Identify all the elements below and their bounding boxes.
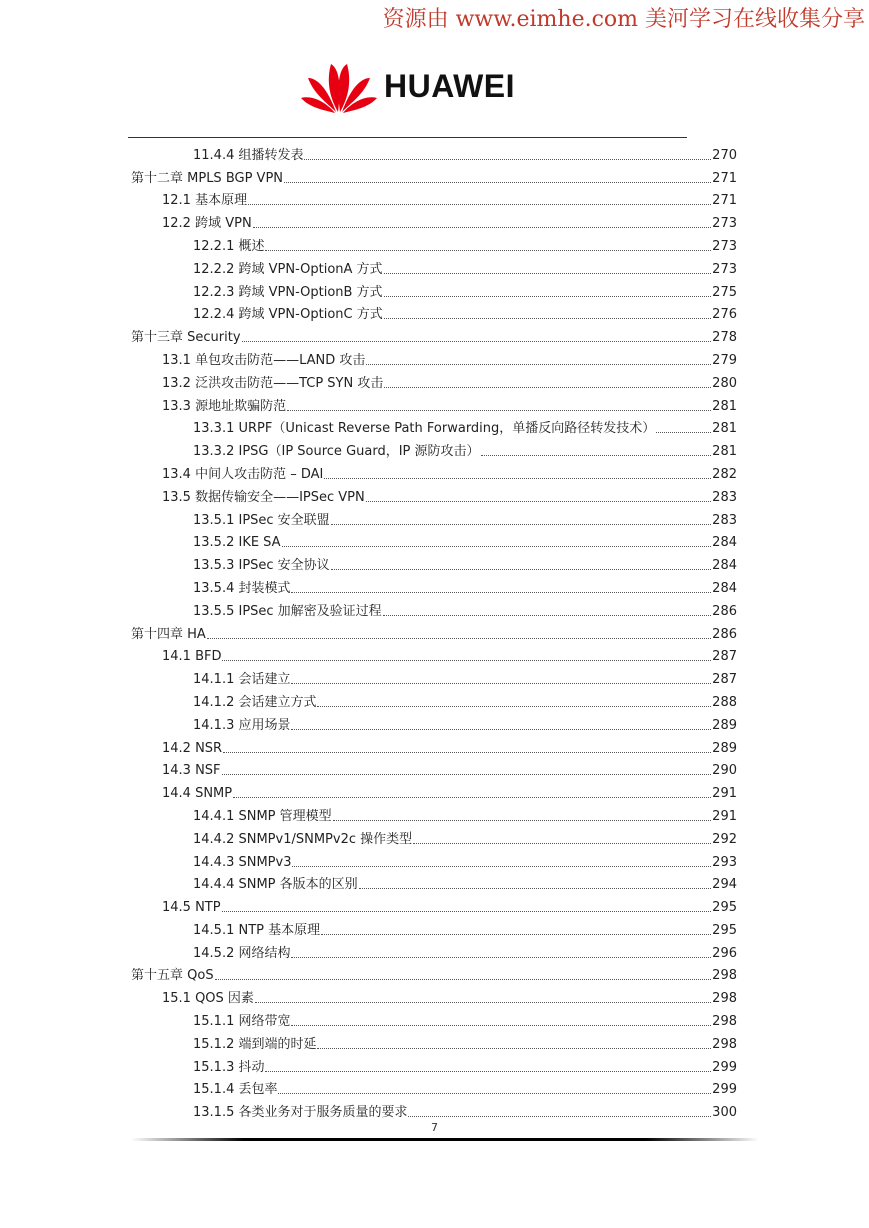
toc-entry[interactable] [131, 483, 737, 506]
toc-entry-title: 12.2.3 跨域 VPN-OptionB 方式 [193, 284, 383, 300]
dot-leader [253, 227, 712, 228]
toc-entry-title: 13.5.2 IKE SA [193, 535, 281, 551]
toc-entry[interactable] [131, 711, 737, 734]
toc-entry-title: 14.4.1 SNMP 管理模型 [193, 808, 332, 824]
toc-entry-page: 298 [712, 1036, 737, 1052]
dot-leader [321, 934, 711, 935]
table-of-contents [131, 141, 737, 1121]
dot-leader [291, 592, 711, 593]
toc-entry-title: 第十三章 Security [131, 330, 241, 346]
toc-entry-page: 300 [712, 1105, 737, 1121]
toc-entry-page: 298 [712, 1014, 737, 1030]
toc-entry-title: 12.1 基本原理 [162, 193, 248, 209]
toc-entry-title: 第十二章 MPLS BGP VPN [131, 170, 284, 186]
toc-entry-page: 295 [712, 900, 737, 916]
toc-entry-page: 273 [712, 261, 737, 277]
dot-leader [291, 729, 711, 730]
toc-entry[interactable] [131, 164, 737, 187]
toc-entry[interactable] [131, 392, 737, 415]
toc-entry-title: 15.1.3 抖动 [193, 1059, 265, 1075]
toc-entry[interactable] [131, 757, 737, 780]
toc-entry-page: 278 [712, 330, 737, 346]
toc-entry-page: 296 [712, 945, 737, 961]
toc-entry-title: 13.3 源地址欺骗防范 [162, 398, 287, 414]
toc-entry-page: 299 [712, 1082, 737, 1098]
toc-entry[interactable] [131, 688, 737, 711]
dot-leader [284, 182, 711, 183]
toc-entry-page: 275 [712, 284, 737, 300]
dot-leader [384, 296, 712, 297]
toc-entry-title: 12.2 跨域 VPN [162, 216, 252, 232]
header-rule [128, 137, 687, 138]
toc-entry-title: 13.3.1 URPF（Unicast Reverse Path Forwarding，单播反向路径转发技术） [193, 421, 656, 437]
toc-entry-title: 15.1 QOS 因素 [162, 991, 254, 1007]
dot-leader [242, 341, 712, 342]
toc-entry-page: 287 [712, 649, 737, 665]
toc-entry-page: 279 [712, 352, 737, 368]
toc-entry-title: 14.1 BFD [162, 649, 222, 665]
toc-entry-title: 14.1.3 应用场景 [193, 717, 291, 733]
dot-leader [255, 1002, 711, 1003]
toc-entry-page: 291 [712, 808, 737, 824]
toc-entry-title: 第十五章 QoS [131, 968, 214, 984]
toc-entry-title: 14.4 SNMP [162, 786, 233, 802]
toc-entry[interactable] [131, 620, 737, 643]
toc-entry-title: 13.5.1 IPSec 安全联盟 [193, 512, 330, 528]
dot-leader [291, 1025, 711, 1026]
toc-entry-title: 14.4.2 SNMPv1/SNMPv2c 操作类型 [193, 831, 413, 847]
dot-leader [324, 478, 711, 479]
toc-entry[interactable] [131, 779, 737, 802]
toc-entry-page: 298 [712, 968, 737, 984]
toc-entry[interactable] [131, 848, 737, 871]
dot-leader [383, 615, 711, 616]
toc-entry-title: 14.2 NSR [162, 740, 223, 756]
dot-leader [265, 250, 711, 251]
toc-entry-page: 271 [712, 193, 737, 209]
toc-entry-page: 289 [712, 740, 737, 756]
toc-entry[interactable] [131, 597, 737, 620]
huawei-petals-icon [300, 58, 378, 114]
toc-entry[interactable] [131, 825, 737, 848]
dot-leader [317, 706, 711, 707]
toc-entry-title: 14.3 NSF [162, 763, 221, 779]
toc-entry[interactable] [131, 574, 737, 597]
toc-entry[interactable] [131, 1030, 737, 1053]
toc-entry-title: 13.5 数据传输安全——IPSec VPN [162, 489, 365, 505]
dot-leader [291, 957, 711, 958]
toc-entry-page: 273 [712, 216, 737, 232]
toc-entry-page: 283 [712, 512, 737, 528]
toc-entry-page: 289 [712, 717, 737, 733]
toc-entry-page: 291 [712, 786, 737, 802]
toc-entry[interactable] [131, 460, 737, 483]
dot-leader [278, 1093, 711, 1094]
dot-leader [317, 1048, 711, 1049]
toc-entry-title: 14.5.2 网络结构 [193, 945, 291, 961]
toc-entry-title: 14.4.4 SNMP 各版本的区别 [193, 877, 358, 893]
toc-entry[interactable] [131, 1076, 737, 1099]
dot-leader [366, 364, 711, 365]
toc-entry[interactable] [131, 187, 737, 210]
toc-entry[interactable] [131, 893, 737, 916]
dot-leader [282, 546, 712, 547]
toc-entry-page: 286 [712, 626, 737, 642]
toc-entry[interactable] [131, 1098, 737, 1121]
toc-entry-title: 12.2.2 跨域 VPN-OptionA 方式 [193, 261, 383, 277]
toc-entry[interactable] [131, 506, 737, 529]
toc-entry-title: 13.5.5 IPSec 加解密及验证过程 [193, 603, 382, 619]
dot-leader [333, 820, 712, 821]
toc-entry[interactable] [131, 871, 737, 894]
toc-entry[interactable] [131, 802, 737, 825]
toc-entry[interactable] [131, 734, 737, 757]
toc-entry-page: 292 [712, 831, 737, 847]
toc-entry[interactable] [131, 415, 737, 438]
dot-leader [291, 683, 711, 684]
toc-entry-page: 295 [712, 922, 737, 938]
toc-entry-title: 15.1.2 端到端的时延 [193, 1036, 317, 1052]
toc-entry-title: 14.1.2 会话建立方式 [193, 694, 317, 710]
dot-leader [656, 432, 711, 433]
dot-leader [222, 774, 712, 775]
dot-leader [233, 797, 711, 798]
toc-entry-page: 299 [712, 1059, 737, 1075]
dot-leader [207, 638, 711, 639]
huawei-logo [300, 58, 515, 114]
toc-entry-page: 276 [712, 307, 737, 323]
toc-entry[interactable] [131, 278, 737, 301]
toc-entry-title: 15.1.4 丢包率 [193, 1082, 278, 1098]
dot-leader [331, 569, 711, 570]
toc-entry-title: 15.1.1 网络带宽 [193, 1014, 291, 1030]
dot-leader [384, 387, 711, 388]
footer-rule [131, 1138, 759, 1141]
brand-name: HUAWEI [384, 67, 515, 104]
toc-entry[interactable] [131, 301, 737, 324]
toc-entry[interactable] [131, 1053, 737, 1076]
dot-leader [215, 979, 712, 980]
toc-entry-page: 283 [712, 489, 737, 505]
dot-leader [413, 843, 711, 844]
toc-entry-page: 281 [712, 421, 737, 437]
page-number: 7 [431, 1121, 438, 1134]
toc-entry-title: 13.3.2 IPSG（IP Source Guard，IP 源防攻击） [193, 444, 480, 460]
toc-entry-title: 13.2 泛洪攻击防范——TCP SYN 攻击 [162, 375, 384, 391]
toc-entry[interactable] [131, 984, 737, 1007]
toc-entry-page: 290 [712, 763, 737, 779]
dot-leader [331, 524, 711, 525]
toc-entry-title: 13.5.4 封装模式 [193, 580, 291, 596]
toc-entry[interactable] [131, 962, 737, 985]
toc-entry[interactable] [131, 916, 737, 939]
toc-entry-title: 第十四章 HA [131, 626, 206, 642]
toc-entry[interactable] [131, 1007, 737, 1030]
toc-entry[interactable] [131, 232, 737, 255]
dot-leader [287, 410, 711, 411]
dot-leader [292, 866, 711, 867]
toc-entry[interactable] [131, 255, 737, 278]
toc-entry-page: 281 [712, 398, 737, 414]
toc-entry[interactable] [131, 141, 737, 164]
toc-entry[interactable] [131, 369, 737, 392]
toc-entry[interactable] [131, 529, 737, 552]
toc-entry-page: 286 [712, 603, 737, 619]
toc-entry-page: 270 [712, 147, 737, 163]
toc-entry-page: 284 [712, 580, 737, 596]
toc-entry-page: 288 [712, 694, 737, 710]
toc-entry-title: 13.1.5 各类业务对于服务质量的要求 [193, 1105, 408, 1121]
toc-entry[interactable] [131, 551, 737, 574]
watermark-text: 资源由 www.eimhe.com 美河学习在线收集分享 [382, 7, 865, 32]
toc-entry-page: 281 [712, 444, 737, 460]
toc-entry-page: 294 [712, 877, 737, 893]
toc-entry-page: 282 [712, 466, 737, 482]
dot-leader [359, 888, 712, 889]
toc-entry-page: 280 [712, 375, 737, 391]
toc-entry-page: 287 [712, 672, 737, 688]
toc-entry-page: 273 [712, 238, 737, 254]
toc-entry-title: 13.1 单包攻击防范——LAND 攻击 [162, 352, 366, 368]
toc-entry-title: 12.2.1 概述 [193, 238, 265, 254]
toc-entry-title: 12.2.4 跨域 VPN-OptionC 方式 [193, 307, 383, 323]
toc-entry-title: 14.1.1 会话建立 [193, 672, 291, 688]
toc-entry-title: 11.4.4 组播转发表 [193, 147, 304, 163]
toc-entry[interactable] [131, 437, 737, 460]
dot-leader [265, 1071, 711, 1072]
dot-leader [223, 752, 711, 753]
dot-leader [304, 159, 711, 160]
toc-entry[interactable] [131, 665, 737, 688]
toc-entry-title: 14.5 NTP [162, 900, 221, 916]
toc-entry-title: 13.4 中间人攻击防范 – DAI [162, 466, 324, 482]
dot-leader [222, 911, 712, 912]
dot-leader [384, 273, 712, 274]
toc-entry[interactable] [131, 323, 737, 346]
toc-entry[interactable] [131, 209, 737, 232]
toc-entry-page: 284 [712, 535, 737, 551]
toc-entry-page: 284 [712, 558, 737, 574]
toc-entry-page: 293 [712, 854, 737, 870]
toc-entry-title: 14.5.1 NTP 基本原理 [193, 922, 321, 938]
toc-entry[interactable] [131, 643, 737, 666]
dot-leader [481, 455, 712, 456]
dot-leader [366, 501, 711, 502]
toc-entry[interactable] [131, 939, 737, 962]
toc-entry-title: 14.4.3 SNMPv3 [193, 854, 292, 870]
toc-entry-title: 13.5.3 IPSec 安全协议 [193, 558, 330, 574]
dot-leader [384, 318, 711, 319]
toc-entry-page: 271 [712, 170, 737, 186]
dot-leader [248, 204, 711, 205]
toc-entry-page: 298 [712, 991, 737, 1007]
toc-entry[interactable] [131, 346, 737, 369]
dot-leader [408, 1116, 711, 1117]
dot-leader [222, 660, 711, 661]
